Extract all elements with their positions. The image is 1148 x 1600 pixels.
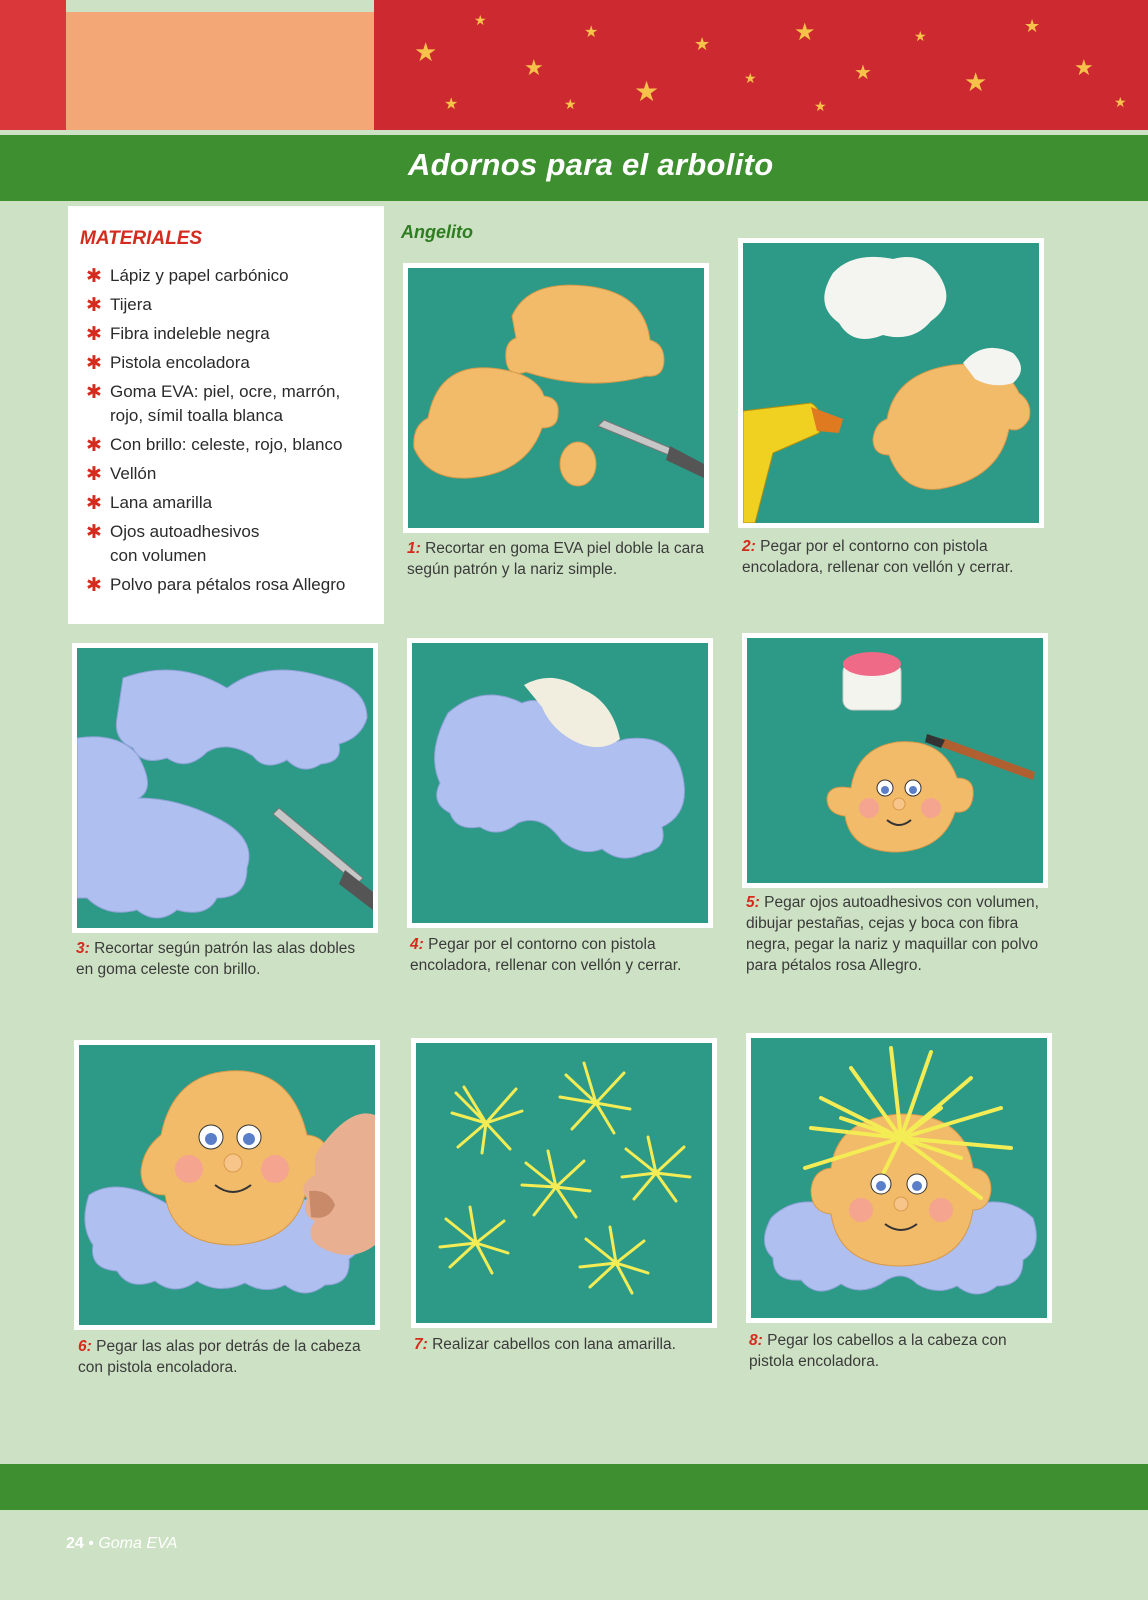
step-6-caption: 6: Pegar las alas por detrás de la cabeza con pistola encoladora. — [78, 1338, 361, 1376]
step-2-illustration — [743, 243, 1039, 523]
step-1-caption: 1: Recortar en goma EVA piel doble la cara según patrón y la nariz simple. — [407, 540, 704, 578]
asterisk-icon: ✱ — [86, 352, 102, 374]
list-item: ✱ Tijera — [86, 294, 152, 316]
step-3-photo — [72, 643, 378, 933]
star-icon: ★ — [814, 99, 827, 115]
star-icon: ★ — [584, 22, 599, 41]
step-3-illustration — [77, 648, 373, 928]
asterisk-icon: ✱ — [86, 574, 102, 596]
star-icon: ★ — [414, 38, 438, 68]
footer-separator: • — [88, 1535, 94, 1552]
step-7-illustration — [416, 1043, 712, 1323]
asterisk-icon: ✱ — [86, 265, 102, 287]
star-icon: ★ — [1024, 16, 1041, 37]
step-8-caption: 8: Pegar los cabellos a la cabeza con pistola encoladora. — [749, 1332, 1007, 1370]
header-banner-orange — [66, 12, 374, 130]
list-item: ✱ Ojos autoadhesivos con volumen — [86, 521, 260, 565]
step-5-illustration — [747, 638, 1043, 883]
star-icon: ★ — [564, 97, 577, 113]
title-bar — [0, 135, 1148, 201]
star-icon: ★ — [914, 29, 927, 45]
section-subtitle: Angelito — [401, 222, 473, 242]
step-4-caption: 4: Pegar por el contorno con pistola encoladora, rellenar con vellón y cerrar. — [410, 936, 682, 974]
list-item: ✱ Pistola encoladora — [86, 352, 250, 374]
asterisk-icon: ✱ — [86, 323, 102, 345]
star-icon: ★ — [1074, 56, 1094, 81]
step-8-illustration — [751, 1038, 1047, 1318]
materials-heading: MATERIALES — [80, 228, 203, 249]
asterisk-icon: ✱ — [86, 492, 102, 514]
star-icon: ★ — [634, 75, 660, 108]
star-icon: ★ — [444, 94, 459, 113]
list-item: ✱ Polvo para pétalos rosa Allegro — [86, 574, 346, 596]
star-icon: ★ — [794, 18, 816, 46]
step-7-caption: 7: Realizar cabellos con lana amarilla. — [414, 1336, 676, 1353]
step-5-photo — [742, 633, 1048, 888]
publication-name: Goma EVA — [98, 1535, 178, 1552]
star-icon: ★ — [1114, 95, 1127, 111]
star-icon: ★ — [474, 13, 487, 29]
star-icon: ★ — [854, 60, 872, 84]
step-1-photo — [403, 263, 709, 533]
header-banner-left — [0, 0, 66, 130]
list-item: ✱ Con brillo: celeste, rojo, blanco — [86, 434, 343, 456]
asterisk-icon: ✱ — [86, 381, 102, 403]
step-5-caption: 5: Pegar ojos autoadhesivos con volumen, dibujar pestañas, cejas y boca con fibra negra, pegar la nariz y maquillar con polvo para pétalos rosa Allegro. — [746, 894, 1039, 974]
step-3-caption: 3: Recortar según patrón las alas dobles en goma celeste con brillo. — [76, 940, 356, 978]
asterisk-icon: ✱ — [86, 294, 102, 316]
step-4-illustration — [412, 643, 708, 923]
step-8-photo — [746, 1033, 1052, 1323]
list-item: ✱ Lápiz y papel carbónico — [86, 265, 289, 287]
step-2-photo — [738, 238, 1044, 528]
footer — [66, 1535, 177, 1553]
list-item: ✱ Lana amarilla — [86, 492, 213, 514]
page-title: Adornos para el arbolito — [408, 147, 774, 182]
star-icon: ★ — [694, 34, 711, 55]
header-banner-stars — [374, 0, 1148, 130]
asterisk-icon: ✱ — [86, 463, 102, 485]
step-6-illustration — [79, 1045, 375, 1325]
asterisk-icon: ✱ — [86, 521, 102, 543]
list-item: ✱ Goma EVA: piel, ocre, marrón, rojo, símil toalla blanca — [86, 381, 341, 425]
list-item: ✱ Fibra indeleble negra — [86, 323, 270, 345]
star-icon: ★ — [524, 56, 544, 81]
materials-list — [80, 264, 374, 597]
step-6-photo — [74, 1040, 380, 1330]
step-7-photo — [411, 1038, 717, 1328]
list-item: ✱ Vellón — [86, 463, 157, 485]
step-1-illustration — [408, 268, 704, 528]
footer-bar — [0, 1464, 1148, 1510]
step-4-photo — [407, 638, 713, 928]
step-2-caption: 2: Pegar por el contorno con pistola encoladora, rellenar con vellón y cerrar. — [742, 538, 1014, 576]
asterisk-icon: ✱ — [86, 434, 102, 456]
star-icon: ★ — [964, 68, 988, 98]
materials-box — [68, 206, 384, 624]
page-number: 24 — [66, 1535, 84, 1552]
star-icon: ★ — [744, 71, 757, 87]
